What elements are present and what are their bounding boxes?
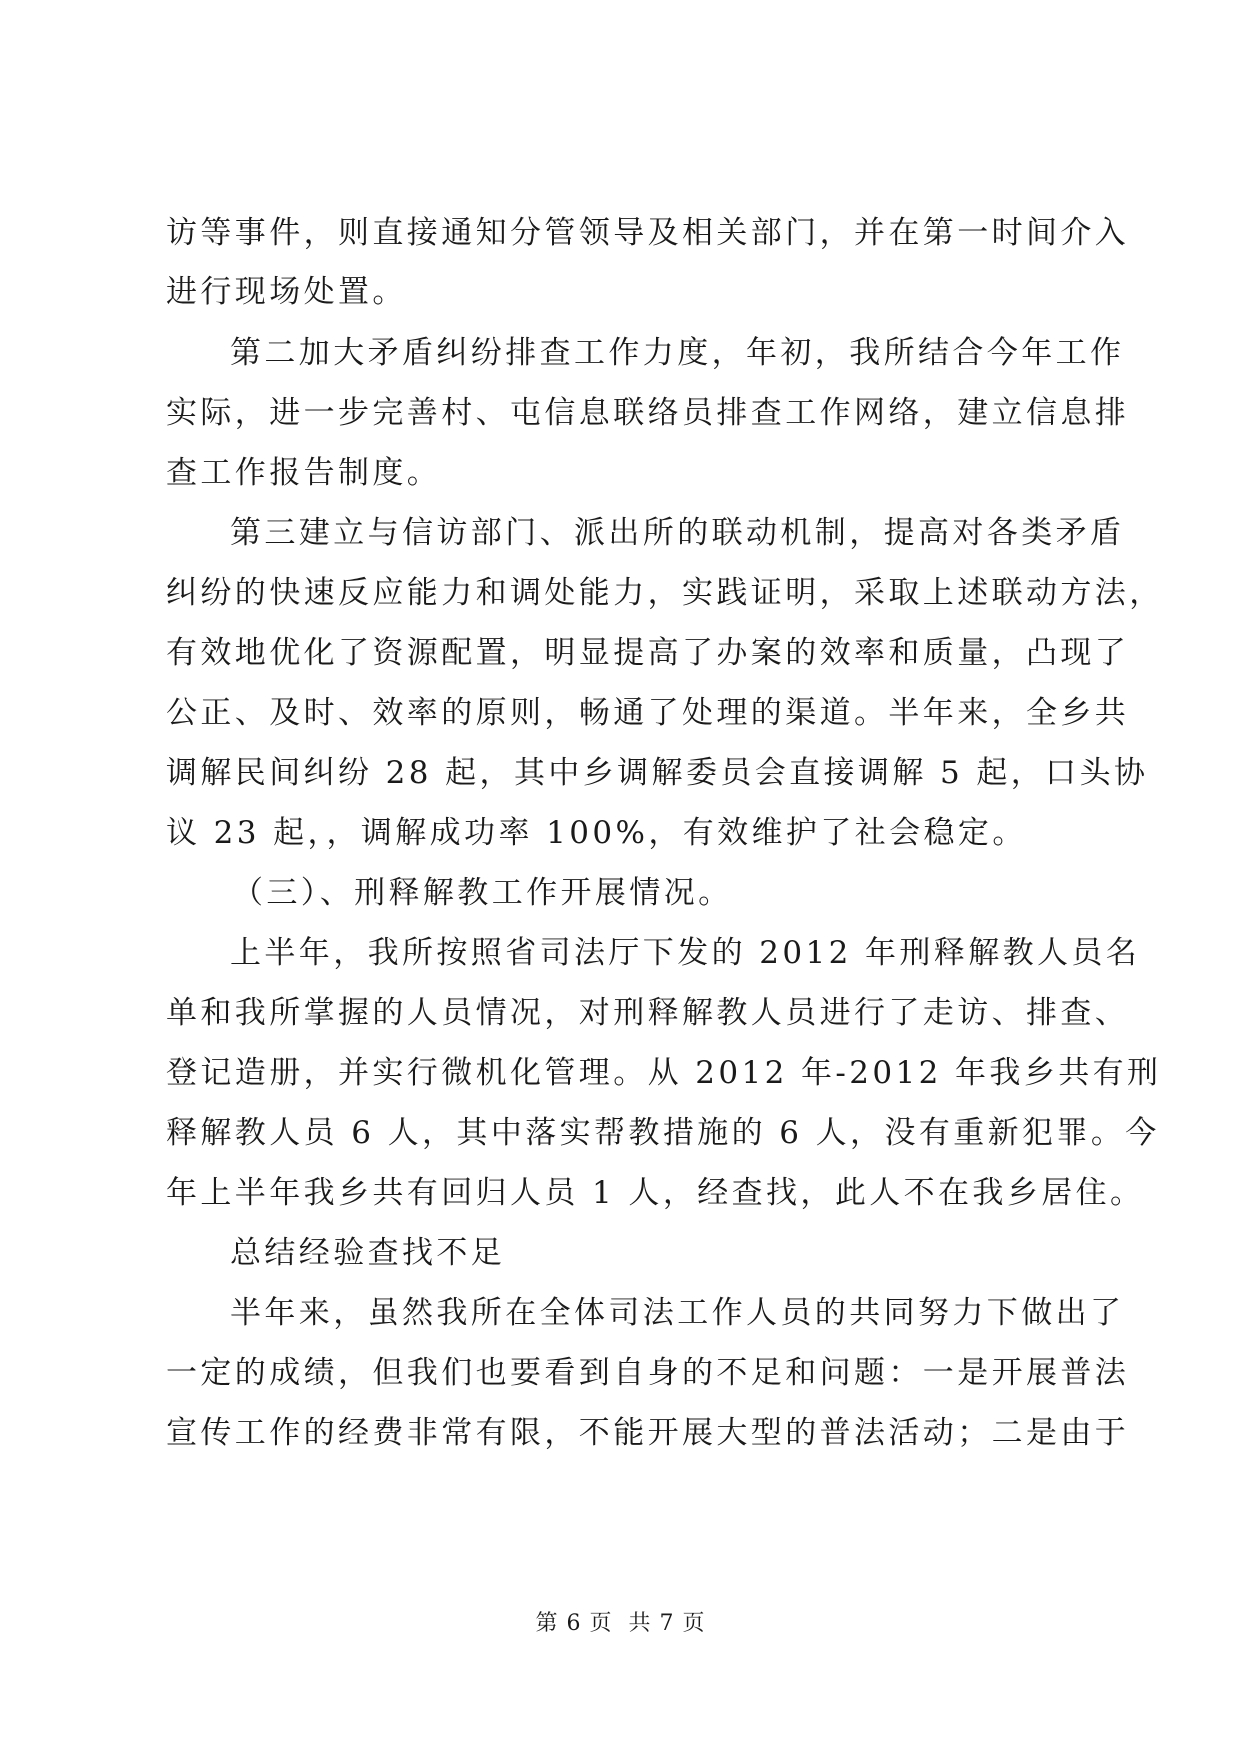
body-line: 登记造册，并实行微机化管理。从 2012 年-2012 年我乡共有刑 xyxy=(166,1055,1162,1091)
paragraph-start-line: 第三建立与信访部门、派出所的联动机制，提高对各类矛盾 xyxy=(230,515,1125,551)
body-line: 议 23 起，，调解成功率 100%，有效维护了社会稳定。 xyxy=(166,815,1027,851)
body-line: 释解教人员 6 人，其中落实帮教措施的 6 人，没有重新犯罪。今 xyxy=(166,1115,1160,1151)
page-footer: 第 6 页 共 7 页 xyxy=(535,1611,706,1636)
body-line: 实际，进一步完善村、屯信息联络员排查工作网络，建立信息排 xyxy=(166,395,1130,431)
body-line: 一定的成绩，但我们也要看到自身的不足和问题：一是开展普法 xyxy=(166,1355,1130,1391)
body-line: 查工作报告制度。 xyxy=(166,455,442,491)
section-heading: 总结经验查找不足 xyxy=(230,1235,506,1271)
body-line: 年上半年我乡共有回归人员 1 人，经查找，此人不在我乡居住。 xyxy=(166,1175,1145,1211)
body-line: 访等事件，则直接通知分管领导及相关部门，并在第一时间介入 xyxy=(166,215,1130,251)
body-line: 有效地优化了资源配置，明显提高了办案的效率和质量，凸现了 xyxy=(166,635,1130,671)
body-line: 公正、及时、效率的原则，畅通了处理的渠道。半年来，全乡共 xyxy=(166,695,1130,731)
paragraph-start-line: 上半年，我所按照省司法厅下发的 2012 年刑释解教人员名 xyxy=(230,935,1141,971)
body-line: 单和我所掌握的人员情况，对刑释解教人员进行了走访、排查、 xyxy=(166,995,1130,1031)
paragraph-start-line: 半年来，虽然我所在全体司法工作人员的共同努力下做出了 xyxy=(230,1295,1125,1331)
body-line: 调解民间纠纷 28 起，其中乡调解委员会直接调解 5 起，口头协 xyxy=(166,755,1149,791)
body-line: 纠纷的快速反应能力和调处能力，实践证明，采取上述联动方法， xyxy=(166,575,1164,611)
paragraph-start-line: 第二加大矛盾纠纷排查工作力度，年初，我所结合今年工作 xyxy=(230,335,1125,371)
section-heading: （三）、刑释解教工作开展情况。 xyxy=(232,875,733,911)
body-line: 宣传工作的经费非常有限，不能开展大型的普法活动；二是由于 xyxy=(166,1415,1130,1451)
body-line: 进行现场处置。 xyxy=(166,274,407,310)
